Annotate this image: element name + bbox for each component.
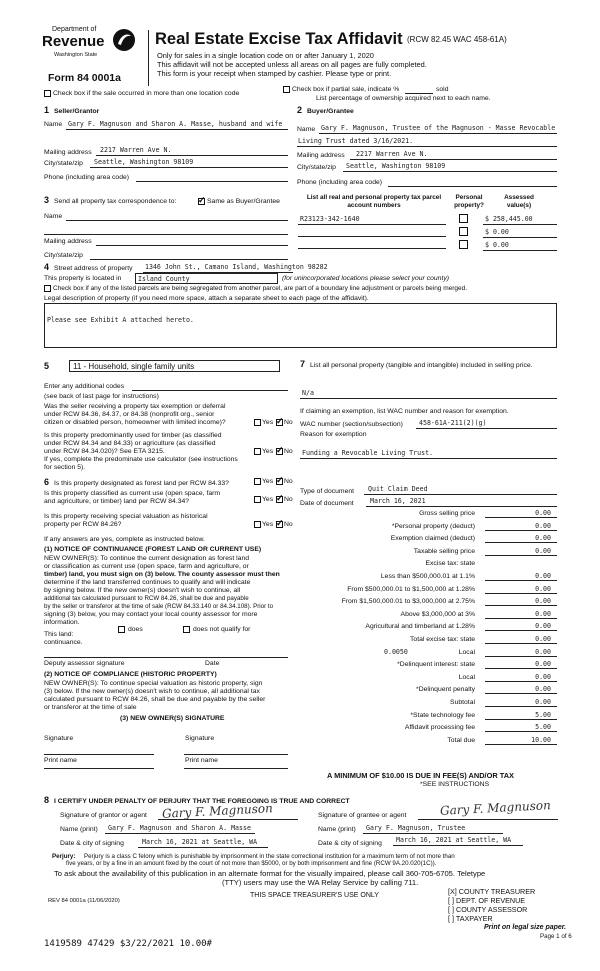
tax-row-value[interactable]: 0.00 — [535, 698, 551, 706]
continuance-heading: (1) NOTICE OF CONTINUANCE (FOREST LAND OR CURRENT USE) — [44, 546, 262, 553]
tax-row-label: Agricultural and timberland at 1.28% — [365, 623, 475, 631]
grantor-name-print-label: Name (print) — [60, 826, 98, 833]
yes-label: Yes — [262, 521, 274, 528]
continuance-label: continuance. — [44, 639, 83, 646]
assessed-header: Assessed value(s) — [504, 194, 534, 209]
historic-line: or transferor at the time of sale — [44, 704, 137, 711]
tax-row-value[interactable]: 0.00 — [535, 597, 551, 606]
tax-row-value[interactable]: 5.00 — [535, 723, 551, 732]
grantee-signature-label: Signature of grantee or agent — [318, 812, 407, 819]
reason-field[interactable]: Funding a Revocable Living Trust. — [302, 449, 434, 457]
signature-label-2: Signature — [185, 735, 215, 742]
street-address-field[interactable]: 1346 John St., Camano Island, Washington 98282 — [145, 263, 328, 271]
land-use-code-select[interactable] — [69, 360, 280, 372]
copy-taxpayer: [ ] TAXPAYER — [448, 914, 493, 923]
perjury-label: Perjury: — [52, 853, 76, 860]
assessed-value-3[interactable]: $ 0.00 — [485, 241, 509, 249]
buyer-city-label: City/state/zip — [297, 164, 336, 171]
perjury-line2: five years, or by a fine in an amount fixed by the court of not more than $5000, or by both imprisonment and fine (RCW 9A.20.020(1C)). — [66, 860, 437, 867]
multi-location-label: Check box if the sale occurred in more than one location code — [53, 90, 240, 97]
exemption-q-line2: under RCW 84.36, 84.37, or 84.38 (nonprofit org., senior — [44, 411, 215, 418]
minimum-due-note: A MINIMUM OF $10.00 IS DUE IN FEE(S) AND/OR TAX — [327, 771, 514, 780]
deputy-signature-label: Deputy assessor signature — [44, 660, 125, 667]
personal-header: Personal property? — [454, 194, 484, 209]
timber-q-line5: for section 5). — [44, 464, 86, 471]
tax-row-value[interactable]: 0.00 — [535, 509, 551, 517]
grantor-signature[interactable]: Gary F. Magnuson — [161, 801, 274, 821]
yes-label: Yes — [262, 419, 274, 426]
tax-row-value[interactable]: 0.00 — [535, 584, 551, 593]
certification-statement: I CERTIFY UNDER PENALTY OF PERJURY THAT THE FOREGOING IS TRUE AND CORRECT — [54, 798, 350, 805]
legal-paper-note: Print on legal size paper. — [484, 924, 567, 931]
assessed-value-1[interactable]: $ 258,445.00 — [485, 215, 533, 223]
continuance-line: determine if the land transferred continues to qualify and will indicate — [44, 579, 251, 586]
if-yes-note: If any answers are yes, complete as instructed below. — [44, 536, 205, 543]
local-rate-field[interactable]: 0.0050 — [384, 647, 408, 656]
additional-codes-sub: (see back of last page for instructions) — [44, 393, 159, 400]
doc-date-label: Date of document — [300, 500, 354, 507]
tax-row-label: From $500,000.01 to $1,500,000 at 1.28% — [347, 585, 475, 593]
tax-row-value[interactable]: 0.00 — [535, 660, 551, 669]
does-qualify-checkbox[interactable] — [118, 626, 125, 633]
this-land-label: This land: — [44, 631, 74, 638]
buyer-address-label: Mailing address — [297, 152, 345, 159]
tax-row-value[interactable]: 0.00 — [535, 647, 551, 656]
tax-row-label: Excise tax: state — [425, 560, 475, 568]
wac-field[interactable]: 458-61A-211(2)(g) — [419, 419, 487, 427]
timber-q-line1: Is this property predominantly used for timber (as classified — [44, 432, 222, 439]
exemption-q-line1: Was the seller receiving a property tax exemption or deferral — [44, 403, 226, 410]
seller-phone-label: Phone (including area code) — [44, 174, 130, 181]
grantee-name-field[interactable]: Gary F. Magnuson, Trustee — [366, 824, 466, 832]
signature-label-1: Signature — [44, 735, 74, 742]
parcel-number[interactable]: R23123-342-1640 — [300, 215, 360, 223]
assessed-value-2[interactable]: $ 0.00 — [485, 228, 509, 236]
tax-row-value[interactable]: 10.00 — [531, 735, 551, 744]
page-title: Real Estate Excise Tax Affidavit — [155, 30, 403, 48]
copy-dept-revenue: [ ] DEPT. OF REVENUE — [448, 896, 526, 905]
continuance-line: additional tax calculated pursuant to RCW 84.26, shall be due and payable — [44, 595, 249, 602]
no-label: No — [284, 478, 293, 485]
exemption-yes-checkbox[interactable] — [254, 419, 261, 426]
current-use-q-line1: Is this property classified as current use (open space, farm — [44, 490, 221, 497]
print-name-label-1: Print name — [44, 757, 77, 764]
copy-county-treasurer: [X] COUNTY TREASURER — [448, 887, 536, 896]
grantee-date-field[interactable]: March 16, 2021 at Seattle, WA — [396, 836, 512, 844]
corr-city-label: City/state/zip — [44, 252, 83, 259]
partial-sale-label: Check box if partial sale, indicate % — [292, 86, 400, 93]
timber-q-line3: under RCW 84.34.020)? See ETA 3215. — [44, 448, 165, 455]
doc-date-field[interactable]: March 16, 2021 — [370, 497, 426, 505]
grantee-signature[interactable]: Gary F. Magnuson — [439, 798, 552, 818]
no-label: No — [284, 419, 293, 426]
continuance-line: by signing below. If the new owner(s) doesn't wish to continue, all — [44, 587, 241, 594]
yes-label: Yes — [262, 496, 274, 503]
personal-checkbox-3[interactable] — [459, 240, 468, 249]
historic-yes-checkbox[interactable] — [254, 521, 261, 528]
grantor-signature-label: Signature of grantor or agent — [60, 812, 147, 819]
seller-name-field[interactable]: Gary F. Magnuson and Sharon A. Masse, husband and wife — [68, 120, 283, 128]
tax-row-label: *State technology fee — [410, 711, 475, 719]
seller-address-field[interactable]: 2217 Warren Ave N. — [100, 146, 172, 154]
segregated-label: Check box if any of the listed parcels are being segregated from another parcel, are part of a boundary line adjustment or parcels being merged. — [53, 285, 468, 292]
tax-row-label: Exemption claimed (deduct) — [390, 535, 475, 543]
tax-row-value[interactable]: 0.00 — [535, 672, 551, 681]
historic-q-line1: Is this property receiving special valuation as historical — [44, 513, 208, 520]
grantor-date-field[interactable]: March 16, 2021 at Seattle, WA — [142, 838, 258, 846]
timber-yes-checkbox[interactable] — [254, 448, 261, 455]
parcel-header: List all real and personal property tax parcel account numbers — [306, 194, 442, 209]
tax-row-label: Total excise tax: state — [410, 636, 475, 643]
exemption-no-checkbox[interactable] — [276, 419, 283, 426]
tax-row-label: From $1,500,000.01 to $3,000,000 at 2.75% — [341, 598, 475, 606]
grantee-date-label: Date & city of signing — [318, 840, 382, 847]
grantor-date-label: Date & city of signing — [60, 840, 124, 847]
grantee-name-print-label: Name (print) — [318, 826, 356, 833]
buyer-city-field[interactable]: Seattle, Washington 98109 — [346, 162, 446, 170]
historic-line: calculated pursuant to RCW 84.26, shall be due and payable by the seller — [44, 696, 266, 703]
new-owner-signature-heading: (3) NEW OWNER(S) SIGNATURE — [120, 715, 225, 722]
copy-county-assessor: [ ] COUNTY ASSESSOR — [448, 905, 528, 914]
same-as-buyer-label: Same as Buyer/Grantee — [207, 198, 280, 205]
revision-number: REV 84 0001a (11/06/2020) — [48, 898, 120, 904]
perjury-line1: Perjury is a class C felony which is punishable by imprisonment in the state correctional institution for a maximum term of not more than — [84, 853, 455, 860]
historic-heading: (2) NOTICE OF COMPLIANCE (HISTORIC PROPERTY) — [44, 671, 217, 678]
does-not-qualify-checkbox[interactable] — [183, 626, 190, 633]
legal-description-text: Please see Exhibit A attached hereto. — [47, 316, 194, 324]
rcw-ref: (RCW 82.45 WAC 458-61A) — [407, 35, 507, 44]
dor-swoosh-icon — [112, 28, 136, 52]
dept-line2: Revenue — [42, 33, 105, 50]
tax-row-label: Gross selling price — [419, 510, 475, 517]
alt-format-line2: (TTY) users may use the WA Relay Service by calling 711. — [222, 878, 419, 887]
tax-row-label: *Delinquent penalty — [416, 686, 475, 694]
historic-line: (3) below. If the new owner(s) doesn't wish to continue, all additional tax — [44, 688, 260, 695]
personal-checkbox-2[interactable] — [459, 227, 468, 236]
tax-row-label: Taxable selling price — [413, 547, 475, 555]
tax-row-value[interactable]: 0.00 — [535, 572, 551, 580]
continuance-line: or classification as current use (open space, farm and agriculture, or — [44, 563, 249, 570]
located-label: This property is located in — [44, 275, 122, 282]
continuance-line: by the seller or transferor at the time of sale (RCW 84.33.140 or 84.34.108). Prior to — [44, 603, 274, 610]
seller-address-label: Mailing address — [44, 149, 92, 156]
historic-no-checkbox[interactable] — [276, 521, 283, 528]
alt-format-line1: To ask about the availability of this publication in an alternate format for the visually impaired, please call 360-705-6705. Teletype — [54, 869, 486, 878]
legal-description-box[interactable] — [44, 303, 557, 348]
forest-yes-checkbox[interactable] — [254, 478, 261, 485]
print-name-label-2: Print name — [185, 757, 218, 764]
tax-row-label: Total due — [447, 736, 475, 744]
percentage-instruction: List percentage of ownership acquired next to each name. — [316, 95, 491, 102]
tax-row-value[interactable]: 5.00 — [535, 710, 551, 719]
buyer-phone-label: Phone (including area code) — [297, 179, 383, 186]
partial-sale-checkbox[interactable] — [283, 86, 290, 93]
seller-city-label: City/state/zip — [44, 160, 83, 167]
buyer-name-field-1[interactable]: Gary F. Magnuson, Trustee of the Magnuson - Masse Revocable — [321, 124, 556, 132]
tax-row-value[interactable]: 0.00 — [535, 546, 551, 555]
county-value: Island County — [138, 275, 190, 283]
does-not-label: does not qualify for — [193, 626, 251, 633]
form-number: Form 84 0001a — [48, 72, 121, 84]
county-select[interactable] — [135, 273, 278, 284]
seller-heading: Seller/Grantor — [54, 108, 100, 115]
yes-label: Yes — [262, 478, 274, 485]
doc-type-field[interactable]: Quit Claim Deed — [368, 485, 428, 493]
tax-row-value[interactable]: 0.00 — [535, 622, 551, 631]
tax-calculation-table — [300, 510, 557, 750]
timber-no-checkbox[interactable] — [276, 448, 283, 455]
legal-description-label: Legal description of property (if you need more space, attach a separate sheet to each page of the affidavit). — [44, 295, 369, 302]
subtitle-1: Only for sales in a single location code on or after January 1, 2020 — [157, 51, 374, 60]
dept-line1: Department of — [52, 26, 97, 33]
tax-row-label: Above $3,000,000 at 3% — [400, 610, 475, 618]
wac-label: WAC number (section/subsection) — [300, 421, 403, 428]
buyer-address-field[interactable]: 2217 Warren Ave N. — [356, 150, 428, 158]
tax-row-label: Less than $500,000.01 at 1.1% — [380, 573, 475, 580]
no-label: No — [284, 496, 293, 503]
historic-q-line2: property per RCW 84.26? — [44, 521, 122, 528]
buyer-name-field-2[interactable]: Living Trust dated 3/16/2021. — [298, 137, 414, 145]
continuance-line: information. — [44, 619, 80, 626]
dept-line3: Washington State — [54, 52, 98, 58]
tax-row-label: *Personal property (deduct) — [391, 522, 475, 530]
timber-q-line4: If yes, complete the predominate use calculator (see instructions — [44, 456, 238, 463]
continuance-line: NEW OWNER(S): To continue the current designation as forest land — [44, 555, 250, 562]
deputy-date-label: Date — [205, 660, 220, 667]
buyer-name-label: Name — [297, 126, 316, 133]
tax-row-label: Affidavit processing fee — [404, 724, 475, 732]
personal-checkbox-1[interactable] — [459, 214, 468, 223]
exemption-instruction: If claiming an exemption, list WAC number and reason for exemption. — [300, 408, 509, 415]
street-label: Street address of property — [54, 265, 133, 272]
tax-row-value[interactable]: 0.00 — [535, 534, 551, 543]
tax-row-value[interactable]: 0.00 — [535, 635, 551, 643]
personal-property-label: List all personal property (tangible and intangible) included in selling price. — [310, 362, 533, 369]
additional-codes-label: Enter any additional codes — [44, 383, 125, 390]
forest-no-checkbox[interactable] — [276, 478, 283, 485]
continuance-line: signing (3) below, you may contact your local county assessor for more — [44, 611, 258, 618]
correspondence-label: Send all property tax correspondence to: — [54, 198, 177, 205]
seller-city-field[interactable]: Seattle, Washington 98109 — [94, 158, 194, 166]
grantor-name-field[interactable]: Gary F. Magnuson and Sharon A. Masse — [108, 824, 251, 832]
sold-label: sold — [436, 86, 449, 93]
tax-row-value[interactable]: 0.00 — [535, 521, 551, 530]
page-number: Page 1 of 6 — [540, 933, 572, 940]
land-use-code-value: 11 - Household, single family units — [73, 362, 195, 371]
no-label: No — [284, 448, 293, 455]
tax-row-value[interactable]: 0.00 — [535, 685, 551, 694]
reason-label: Reason for exemption — [300, 431, 367, 438]
same-as-buyer-checkbox[interactable] — [198, 198, 205, 205]
treasurer-use-note: THIS SPACE TREASURER'S USE ONLY — [250, 892, 379, 899]
dor-logo — [40, 24, 145, 70]
continuance-line: timber) land, you must sign on (3) below. The county assessor must then — [44, 571, 280, 578]
corr-address-label: Mailing address — [44, 238, 92, 245]
multi-location-checkbox[interactable] — [44, 90, 51, 97]
tax-row-value[interactable]: 0.00 — [535, 609, 551, 618]
unincorporated-note: (for unincorporated locations please select your county) — [282, 275, 449, 282]
tax-row-label: Local — [458, 648, 475, 656]
buyer-heading: Buyer/Grantee — [307, 108, 354, 115]
tax-row-label: Local — [458, 673, 475, 681]
personal-property-field[interactable]: N/a — [302, 389, 314, 397]
current-use-yes-checkbox[interactable] — [254, 496, 261, 503]
historic-line: NEW OWNER(S): To continue special valuation as historic property, sign — [44, 680, 263, 687]
see-instructions-note: *SEE INSTRUCTIONS — [420, 781, 490, 788]
exemption-q-line3: citizen or disabled person, homeowner with limited income)? — [44, 419, 226, 426]
cashier-stamp: 1419589 47429 $3/22/2021 10.00# — [44, 939, 212, 949]
seller-name-label: Name — [44, 121, 63, 128]
segregated-checkbox[interactable] — [44, 285, 51, 292]
subtitle-2: This affidavit will not be accepted unless all areas on all pages are fully completed. — [157, 60, 427, 69]
current-use-no-checkbox[interactable] — [276, 496, 283, 503]
forest-q: Is this property designated as forest land per RCW 84.33? — [54, 480, 229, 487]
corr-name-label: Name — [44, 213, 63, 220]
yes-label: Yes — [262, 448, 274, 455]
does-label: does — [128, 626, 143, 633]
timber-q-line2: under RCW 84.34 and 84.33) or agriculture (as classified — [44, 440, 216, 447]
tax-row-label: Subtotal — [450, 699, 475, 706]
current-use-q-line2: and agriculture, or timber) land per RCW 84.34? — [44, 498, 190, 505]
no-label: No — [284, 521, 293, 528]
doc-type-label: Type of document — [300, 488, 355, 495]
tax-row-label: *Delinquent interest: state — [397, 661, 475, 669]
subtitle-3: This form is your receipt when stamped by cashier. Please type or print. — [157, 69, 392, 78]
